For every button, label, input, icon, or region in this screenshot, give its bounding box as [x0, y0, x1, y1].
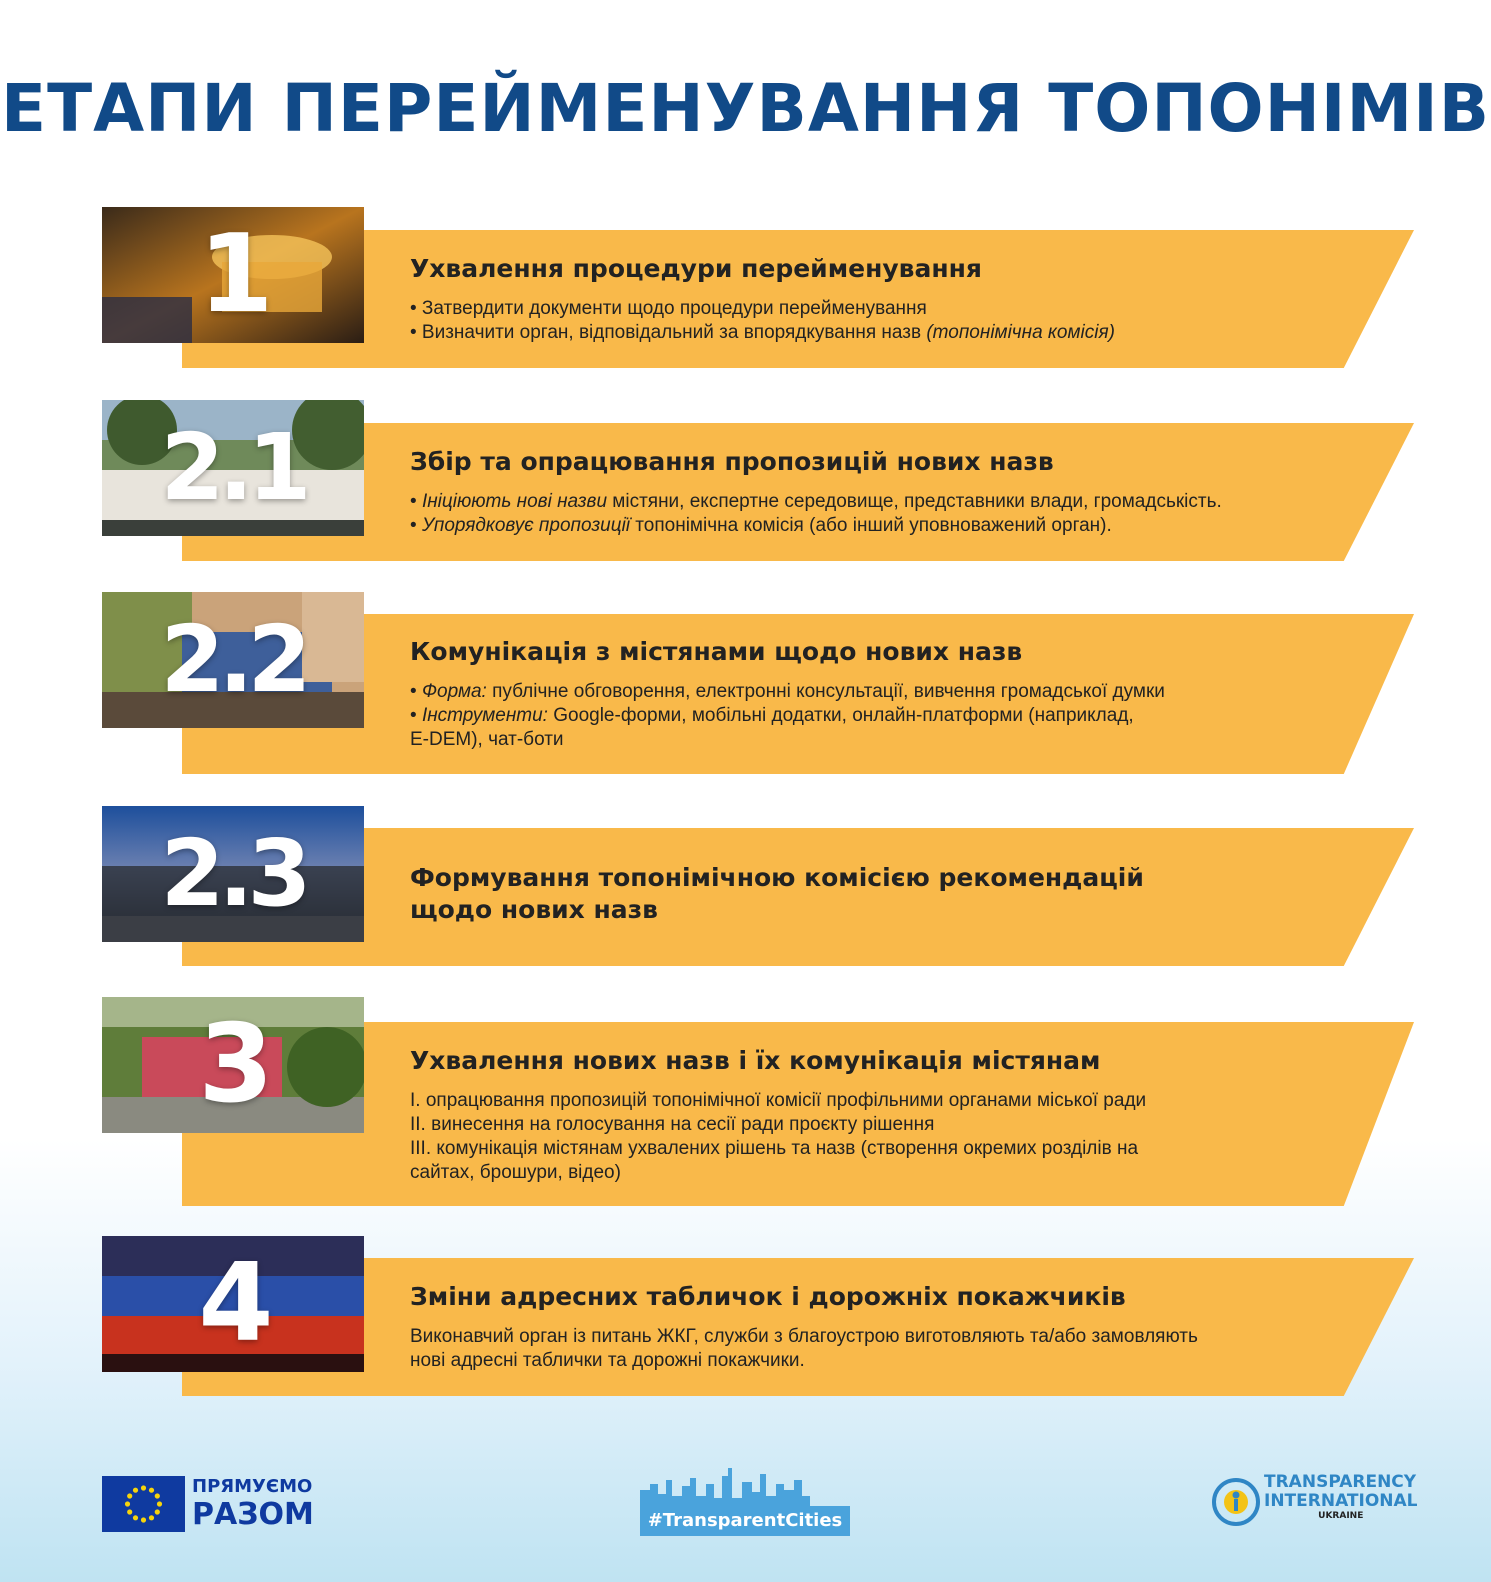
- stage-heading: Зміни адресних табличок і дорожніх покажчиків: [410, 1282, 1126, 1311]
- stage-lines: [410, 1325, 1340, 1373]
- stage-line-segment: топонімічна комісія (або інший уповноважений орган).: [630, 515, 1112, 536]
- stage-line: [410, 728, 1340, 752]
- stage-line-segment: • Визначити орган, відповідальний за впорядкування назв: [410, 322, 927, 343]
- stage-number: 4: [198, 1241, 268, 1366]
- stage-line-segment: Google-форми, мобільні додатки, онлайн-платформи (наприклад,: [547, 705, 1134, 726]
- stage-number: 1: [198, 212, 268, 337]
- stage-line: [410, 1349, 1340, 1373]
- city-skyline-icon: [640, 1466, 850, 1506]
- stage-photo: [102, 400, 364, 536]
- eu-slogan-line1: ПРЯМУЄМО: [192, 1476, 313, 1497]
- transparency-international-logo: [1212, 1474, 1422, 1534]
- page-title: ЕТАПИ ПЕРЕЙМЕНУВАННЯ ТОПОНІМІВ: [1, 70, 1490, 147]
- stage-lines: [410, 490, 1340, 538]
- ti-emblem-icon: [1212, 1478, 1260, 1526]
- stage-line-segment: публічне обговорення, електронні консультації, вивчення громадської думки: [486, 681, 1165, 702]
- stage-line: [410, 704, 1340, 728]
- stage-heading: Ухвалення процедури перейменування: [410, 254, 982, 283]
- ti-line1: TRANSPARENCY: [1264, 1472, 1417, 1492]
- stage-photo: [102, 806, 364, 942]
- stage-line-segment: E-DEM), чат-боти: [410, 729, 564, 750]
- stage-line: [410, 1325, 1340, 1349]
- stage-line: [410, 490, 1340, 514]
- stage-line-segment: •: [410, 491, 422, 512]
- stage-line-segment: нові адресні таблички та дорожні покажчики.: [410, 1350, 805, 1371]
- stage-line-segment: (топонімічна комісія): [926, 322, 1115, 343]
- stage-line: [410, 1161, 1340, 1185]
- stage-line-segment: II. винесення на голосування на сесії ради проєкту рішення: [410, 1114, 935, 1135]
- stage-line-segment: Інструменти:: [421, 705, 548, 726]
- footer: [0, 1466, 1491, 1536]
- eu-flag-icon: [102, 1476, 185, 1532]
- stage-heading: Збір та опрацювання пропозицій нових назв: [410, 447, 1054, 476]
- stage-number: 3: [198, 1002, 268, 1127]
- stage-line-segment: містяни, експертне середовище, представники влади, громадськість.: [607, 491, 1222, 512]
- stage-line-segment: I. опрацювання пропозицій топонімічної комісії профільними органами міської ради: [410, 1090, 1147, 1111]
- stage-number: 2.3: [160, 820, 306, 927]
- stage-line-segment: •: [410, 681, 422, 702]
- stage-heading: Ухвалення нових назв і їх комунікація містянам: [410, 1046, 1101, 1075]
- stage-line-segment: •: [410, 515, 422, 536]
- stage-number: 2.2: [160, 606, 306, 713]
- ti-line2: INTERNATIONAL: [1264, 1491, 1418, 1511]
- ti-line3: UKRAINE: [1318, 1511, 1364, 1521]
- eu-slogan: [192, 1478, 314, 1530]
- stage-line-segment: сайтах, брошури, відео): [410, 1162, 621, 1183]
- stage-photo: [102, 1236, 364, 1372]
- stage-line: [410, 297, 1340, 321]
- stage-line-segment: Форма:: [421, 681, 487, 702]
- transparent-cities-logo: [640, 1466, 850, 1536]
- stage-line: [410, 680, 1340, 704]
- stage-line-segment: • Затвердити документи щодо процедури перейменування: [410, 298, 927, 319]
- stage-number: 2.1: [160, 414, 306, 521]
- stage-line: [410, 1113, 1340, 1137]
- stage-line: [410, 321, 1340, 345]
- stage-line-segment: III. комунікація містянам ухвалених рішень та назв (створення окремих розділів на: [410, 1138, 1139, 1159]
- stage-lines: [410, 680, 1340, 752]
- stage-photo: [102, 592, 364, 728]
- stage-line: [410, 1089, 1340, 1113]
- stage-lines: [410, 1089, 1340, 1185]
- stage-line-segment: •: [410, 705, 422, 726]
- eu-slogan-line2: РАЗОМ: [192, 1497, 314, 1532]
- stage-line: [410, 514, 1340, 538]
- stage-line-segment: Виконавчий орган із питань ЖКГ, служби з благоустрою виготовляють та/або замовляють: [410, 1326, 1198, 1347]
- stage-photo: [102, 207, 364, 343]
- stage-line-segment: Упорядковує пропозиції: [421, 515, 631, 536]
- stage-heading: Комунікація з містянами щодо нових назв: [410, 637, 1023, 666]
- stage-line: [410, 1137, 1340, 1161]
- transparent-cities-label: #TransparentCities: [640, 1506, 850, 1536]
- stage-line-segment: Ініціюють нові назви: [421, 491, 608, 512]
- stage-heading: Формування топонімічною комісією рекомендацій щодо нових назв: [410, 863, 1144, 924]
- stage-lines: [410, 297, 1340, 345]
- stage-photo: [102, 997, 364, 1133]
